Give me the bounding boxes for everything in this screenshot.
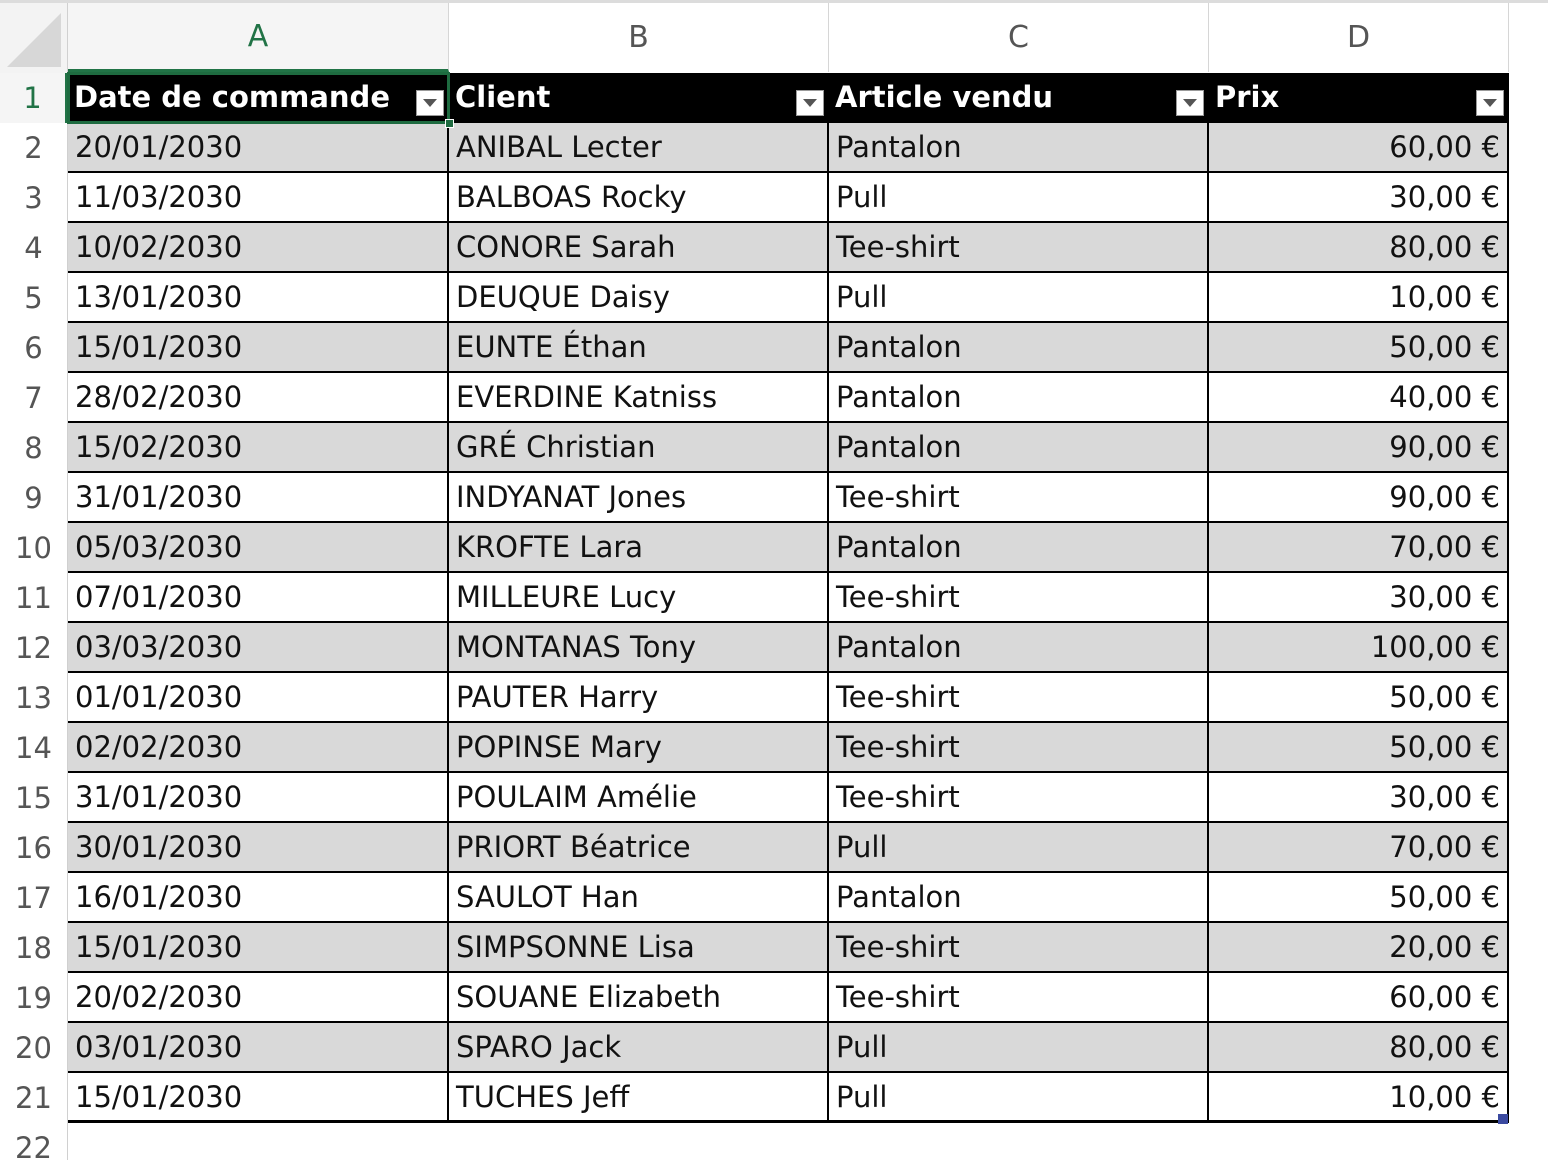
- table-cell-prix[interactable]: 90,00 €: [1209, 423, 1509, 473]
- row-heading-15[interactable]: 15: [0, 773, 68, 823]
- table-cell-date[interactable]: 15/01/2030: [68, 1073, 449, 1123]
- table-cell-article[interactable]: Pantalon: [829, 523, 1209, 573]
- table-cell-date[interactable]: 07/01/2030: [68, 573, 449, 623]
- row-heading-1[interactable]: 1: [0, 73, 68, 123]
- table-cell-client[interactable]: EUNTE Éthan: [449, 323, 829, 373]
- table-cell-prix[interactable]: 80,00 €: [1209, 1023, 1509, 1073]
- table-resize-handle[interactable]: [1498, 1114, 1508, 1124]
- table-cell-article[interactable]: Pull: [829, 173, 1209, 223]
- table-cell-client[interactable]: MILLEURE Lucy: [449, 573, 829, 623]
- table-cell-date[interactable]: 15/01/2030: [68, 323, 449, 373]
- row-heading-16[interactable]: 16: [0, 823, 68, 873]
- table-cell-article[interactable]: Tee-shirt: [829, 473, 1209, 523]
- row-heading-18[interactable]: 18: [0, 923, 68, 973]
- filter-dropdown-button[interactable]: [416, 90, 444, 116]
- table-cell-date[interactable]: 03/03/2030: [68, 623, 449, 673]
- table-cell-client[interactable]: INDYANAT Jones: [449, 473, 829, 523]
- table-cell-date[interactable]: 31/01/2030: [68, 473, 449, 523]
- table-cell-client[interactable]: PAUTER Harry: [449, 673, 829, 723]
- table-header-label: Client: [455, 80, 551, 114]
- filter-dropdown-icon: [421, 97, 439, 109]
- table-cell-client[interactable]: SPARO Jack: [449, 1023, 829, 1073]
- table-cell-prix[interactable]: 50,00 €: [1209, 673, 1509, 723]
- table-cell-client[interactable]: MONTANAS Tony: [449, 623, 829, 673]
- table-cell-prix[interactable]: 90,00 €: [1209, 473, 1509, 523]
- column-heading-a[interactable]: A: [68, 3, 449, 72]
- table-cell-prix[interactable]: 30,00 €: [1209, 173, 1509, 223]
- table-cell-client[interactable]: POULAIM Amélie: [449, 773, 829, 823]
- table-cell-prix[interactable]: 30,00 €: [1209, 573, 1509, 623]
- row-heading-11[interactable]: 11: [0, 573, 68, 623]
- table-cell-date[interactable]: 16/01/2030: [68, 873, 449, 923]
- table-cell-prix[interactable]: 20,00 €: [1209, 923, 1509, 973]
- row-heading-7[interactable]: 7: [0, 373, 68, 423]
- table-cell-article[interactable]: Pull: [829, 1073, 1209, 1123]
- filter-dropdown-button[interactable]: [1476, 90, 1504, 116]
- table-header-label: Prix: [1215, 80, 1280, 114]
- table-cell-date[interactable]: 02/02/2030: [68, 723, 449, 773]
- row-heading-13[interactable]: 13: [0, 673, 68, 723]
- select-all-corner-icon: [7, 13, 61, 67]
- table-cell-prix[interactable]: 50,00 €: [1209, 323, 1509, 373]
- table-cell-prix[interactable]: 10,00 €: [1209, 273, 1509, 323]
- row-heading-3[interactable]: 3: [0, 173, 68, 223]
- row-heading-2[interactable]: 2: [0, 123, 68, 173]
- row-heading-20[interactable]: 20: [0, 1023, 68, 1073]
- table-cell-article[interactable]: Pantalon: [829, 373, 1209, 423]
- table-cell-date[interactable]: 03/01/2030: [68, 1023, 449, 1073]
- table-cell-date[interactable]: 11/03/2030: [68, 173, 449, 223]
- table-cell-client[interactable]: DEUQUE Daisy: [449, 273, 829, 323]
- filter-dropdown-button[interactable]: [1176, 90, 1204, 116]
- table-cell-client[interactable]: POPINSE Mary: [449, 723, 829, 773]
- filter-dropdown-icon: [1481, 97, 1499, 109]
- filter-dropdown-icon: [1181, 97, 1199, 109]
- table-cell-date[interactable]: 13/01/2030: [68, 273, 449, 323]
- column-heading-d[interactable]: D: [1209, 3, 1509, 72]
- table-cell-prix[interactable]: 70,00 €: [1209, 823, 1509, 873]
- table-cell-client[interactable]: CONORE Sarah: [449, 223, 829, 273]
- row-heading-22[interactable]: 22: [0, 1123, 68, 1160]
- table-cell-prix[interactable]: 50,00 €: [1209, 723, 1509, 773]
- table-cell-client[interactable]: EVERDINE Katniss: [449, 373, 829, 423]
- table-cell-article[interactable]: Pantalon: [829, 423, 1209, 473]
- column-heading-c[interactable]: C: [829, 3, 1209, 72]
- table-cell-date[interactable]: 15/01/2030: [68, 923, 449, 973]
- fill-handle[interactable]: [445, 119, 454, 128]
- table-cell-prix[interactable]: 10,00 €: [1209, 1073, 1509, 1123]
- table-cell-prix[interactable]: 50,00 €: [1209, 873, 1509, 923]
- table-cell-client[interactable]: PRIORT Béatrice: [449, 823, 829, 873]
- table-header-label: Date de commande: [74, 80, 390, 114]
- table-cell-date[interactable]: 30/01/2030: [68, 823, 449, 873]
- table-cell-article[interactable]: Pull: [829, 273, 1209, 323]
- table-cell-article[interactable]: Tee-shirt: [829, 973, 1209, 1023]
- table-cell-date[interactable]: 20/01/2030: [68, 123, 449, 173]
- table-cell-prix[interactable]: 60,00 €: [1209, 973, 1509, 1023]
- table-cell-article[interactable]: Pantalon: [829, 123, 1209, 173]
- table-cell-article[interactable]: Pull: [829, 823, 1209, 873]
- table-header-prix[interactable]: [1209, 73, 1509, 123]
- row-heading-21[interactable]: 21: [0, 1073, 68, 1123]
- filter-dropdown-button[interactable]: [796, 90, 824, 116]
- column-heading-e[interactable]: [1509, 3, 1548, 72]
- table-cell-prix[interactable]: 100,00 €: [1209, 623, 1509, 673]
- table-cell-prix[interactable]: 60,00 €: [1209, 123, 1509, 173]
- table-cell-prix[interactable]: 30,00 €: [1209, 773, 1509, 823]
- table-cell-date[interactable]: 01/01/2030: [68, 673, 449, 723]
- table-header-client[interactable]: [449, 73, 829, 123]
- table-cell-prix[interactable]: 40,00 €: [1209, 373, 1509, 423]
- table-cell-article[interactable]: Pantalon: [829, 623, 1209, 673]
- table-cell-article[interactable]: Tee-shirt: [829, 223, 1209, 273]
- table-cell-article[interactable]: Pull: [829, 1023, 1209, 1073]
- table-cell-client[interactable]: KROFTE Lara: [449, 523, 829, 573]
- row-heading-6[interactable]: 6: [0, 323, 68, 373]
- row-heading-17[interactable]: 17: [0, 873, 68, 923]
- table-cell-date[interactable]: 20/02/2030: [68, 973, 449, 1023]
- row-heading-5[interactable]: 5: [0, 273, 68, 323]
- row-heading-12[interactable]: 12: [0, 623, 68, 673]
- table-cell-client[interactable]: GRÉ Christian: [449, 423, 829, 473]
- table-cell-prix[interactable]: 80,00 €: [1209, 223, 1509, 273]
- table-cell-article[interactable]: Tee-shirt: [829, 723, 1209, 773]
- table-cell-client[interactable]: SAULOT Han: [449, 873, 829, 923]
- row-heading-9[interactable]: 9: [0, 473, 68, 523]
- table-cell-prix[interactable]: 70,00 €: [1209, 523, 1509, 573]
- table-cell-article[interactable]: Pantalon: [829, 323, 1209, 373]
- table-cell-article[interactable]: Tee-shirt: [829, 773, 1209, 823]
- table-cell-client[interactable]: BALBOAS Rocky: [449, 173, 829, 223]
- table-cell-date[interactable]: 10/02/2030: [68, 223, 449, 273]
- table-cell-client[interactable]: SOUANE Elizabeth: [449, 973, 829, 1023]
- table-cell-article[interactable]: Tee-shirt: [829, 673, 1209, 723]
- row-heading-10[interactable]: 10: [0, 523, 68, 573]
- table-header-label: Article vendu: [835, 80, 1054, 114]
- table-cell-date[interactable]: 28/02/2030: [68, 373, 449, 423]
- table-cell-article[interactable]: Tee-shirt: [829, 573, 1209, 623]
- table-cell-client[interactable]: TUCHES Jeff: [449, 1073, 829, 1123]
- row-heading-4[interactable]: 4: [0, 223, 68, 273]
- row-heading-19[interactable]: 19: [0, 973, 68, 1023]
- table-cell-date[interactable]: 31/01/2030: [68, 773, 449, 823]
- table-cell-article[interactable]: Pantalon: [829, 873, 1209, 923]
- table-header-article[interactable]: [829, 73, 1209, 123]
- table-header-date[interactable]: [68, 73, 449, 123]
- table-cell-date[interactable]: 05/03/2030: [68, 523, 449, 573]
- select-all-corner-button[interactable]: [0, 3, 68, 73]
- table-cell-client[interactable]: SIMPSONNE Lisa: [449, 923, 829, 973]
- row-heading-8[interactable]: 8: [0, 423, 68, 473]
- table-cell-article[interactable]: Tee-shirt: [829, 923, 1209, 973]
- filter-dropdown-icon: [801, 97, 819, 109]
- table-cell-client[interactable]: ANIBAL Lecter: [449, 123, 829, 173]
- row-heading-14[interactable]: 14: [0, 723, 68, 773]
- column-heading-b[interactable]: B: [449, 3, 829, 72]
- table-cell-date[interactable]: 15/02/2030: [68, 423, 449, 473]
